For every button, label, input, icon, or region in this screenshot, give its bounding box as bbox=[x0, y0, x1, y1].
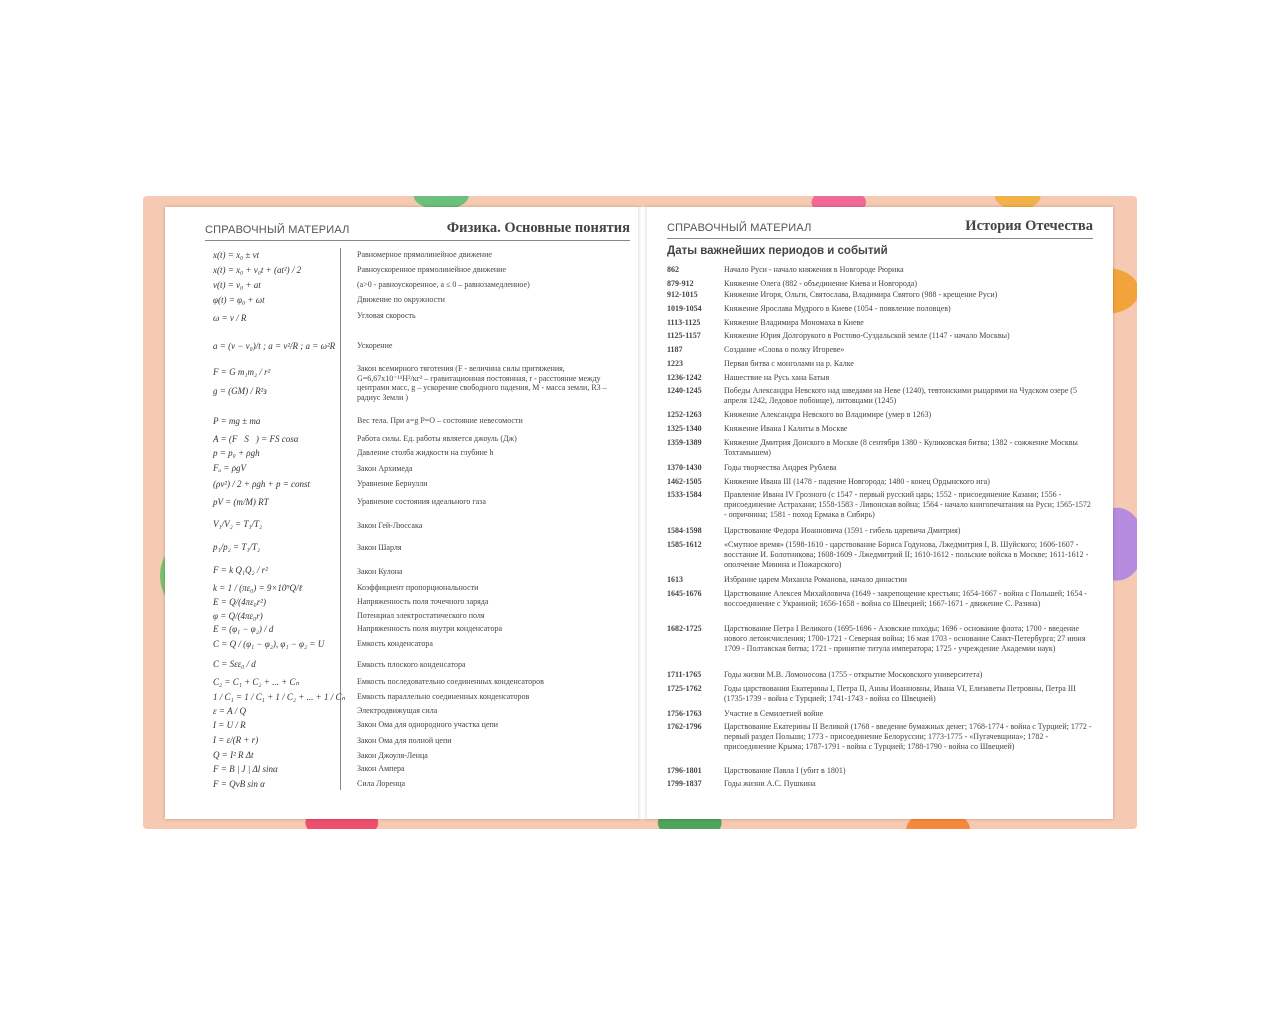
history-date: 1796-1801 bbox=[667, 766, 702, 775]
formula: v(t) = v₀ + at bbox=[213, 280, 261, 290]
history-date: 1682-1725 bbox=[667, 624, 702, 633]
formula-description: Закон Архимеда bbox=[357, 464, 413, 473]
history-event: Княжение Юрия Долгорукого в Ростово-Суздальской земле (1147 - начало Москвы) bbox=[724, 331, 1010, 340]
formula: I = U / R bbox=[213, 720, 246, 730]
history-date: 1187 bbox=[667, 345, 683, 354]
history-date: 1113-1125 bbox=[667, 318, 701, 327]
history-event: Княжение Александра Невского во Владимире (умер в 1263) bbox=[724, 410, 932, 419]
history-event: Царствование Федора Иоанновича (1591 - гибель царевича Дмитрия) bbox=[724, 526, 961, 535]
formula-description: Работа силы. Ед. работы является джоуль (Дж) bbox=[357, 434, 517, 443]
history-date: 1585-1612 bbox=[667, 540, 702, 549]
history-date: 1223 bbox=[667, 359, 683, 368]
formula: φ(t) = φ₀ + ωt bbox=[213, 295, 265, 305]
formula-description: Закон Кулона bbox=[357, 567, 403, 576]
formula: E = Q/(4πε₀r²) bbox=[213, 597, 266, 607]
history-date: 1799-1837 bbox=[667, 779, 702, 788]
left-page-title: Физика. Основные понятия bbox=[446, 220, 630, 236]
formula: F = QvB sin α bbox=[213, 779, 265, 789]
formula-description: Емкость параллельно соединенных конденсаторов bbox=[357, 692, 530, 701]
formula-description: Емкость последовательно соединенных конденсаторов bbox=[357, 677, 544, 686]
formula-description: Вес тела. При a=g P=O – состояние невесомости bbox=[357, 416, 523, 425]
formula-description: Коэффициент пропорциональности bbox=[357, 583, 479, 592]
formula: ω = v / R bbox=[213, 313, 247, 323]
history-date: 1584-1598 bbox=[667, 526, 702, 535]
history-event: Княжение Олега (882 - объединение Киева и Новгорода) bbox=[724, 279, 917, 288]
formula: pV = (m/M) RT bbox=[213, 497, 269, 507]
formula-description: Потенциал электростатического поля bbox=[357, 611, 485, 620]
formula-description: Угловая скорость bbox=[357, 311, 416, 320]
history-date: 1325-1340 bbox=[667, 424, 702, 433]
history-date: 1756-1763 bbox=[667, 709, 702, 718]
formula-description: Сила Лоренца bbox=[357, 779, 406, 788]
history-event: Княжение Игоря, Ольги, Святослава, Владимира Святого (988 - крещение Руси) bbox=[724, 290, 998, 299]
history-date: 1462-1505 bbox=[667, 477, 702, 486]
history-date: 862 bbox=[667, 265, 679, 274]
formula: x(t) = x₀ + v₀t + (at²) / 2 bbox=[213, 265, 302, 275]
history-event: Царствование Павла I (убит в 1801) bbox=[724, 766, 846, 775]
formula: 1 / C₁ = 1 / C₁ + 1 / C₂ + ... + 1 / Cₙ bbox=[213, 692, 346, 702]
formula: E = (φ₁ − φ₂) / d bbox=[213, 624, 274, 634]
right-section-label: СПРАВОЧНЫЙ МАТЕРИАЛ bbox=[667, 222, 812, 234]
formula: g = (GM) / R²з bbox=[213, 386, 267, 396]
formula-description: Электродвижущая сила bbox=[357, 706, 438, 715]
history-date: 1359-1389 bbox=[667, 438, 702, 447]
history-date: 1370-1430 bbox=[667, 463, 702, 472]
formula: Fₐ = ρgV bbox=[213, 463, 247, 473]
formula-description: Напряженность поля точечного заряда bbox=[357, 597, 489, 606]
history-event: «Смутное время» (1598-1610 - царствование Бориса Годунова, Лжедмитрия I, В. Шуйского; 1606-1607 - восстание И. Болотникова; 1608-1609 - Лжедмитрий II; 1610-1612 - польские войска в Москве; 1611-1612 - ополчение Минина и Пожарского) bbox=[724, 540, 1089, 569]
history-event: Участие в Семилетней войне bbox=[724, 709, 824, 718]
left-section-label: СПРАВОЧНЫЙ МАТЕРИАЛ bbox=[205, 224, 350, 236]
left-header-rule bbox=[205, 240, 630, 241]
history-date: 879-912 bbox=[667, 279, 694, 288]
history-date: 1725-1762 bbox=[667, 684, 702, 693]
history-event: Царствование Екатерины II Великой (1768 - введение бумажных денег; 1768-1774 - война с Турцией; 1772 - первый раздел Польши; 1773 - присоединение Белоруссии; 1773-1775 - «Пугачевщина»; 1782 - присоединение Крыма; 1787-1791 - война с Турцией; 1788-1790 - война со Швецией) bbox=[724, 722, 1092, 751]
formula-description: Равномерное прямолинейное движение bbox=[357, 250, 492, 259]
formula: k = 1 / (πε₀) = 9×10⁹Q/ℓ bbox=[213, 583, 303, 593]
formula-description: Уравнение состояния идеального газа bbox=[357, 497, 486, 506]
history-event: Княжение Ивана III (1478 - падение Новгорода; 1480 - конец Ордынского ига) bbox=[724, 477, 990, 486]
history-event: Годы царствования Екатерины I, Петра II, Анны Иоанновны, Ивана VI, Елизаветы Петровны, Петра III (1735-1739 - война с Турцией; 1741-1743 - война со Швецией) bbox=[724, 684, 1076, 703]
history-event: Победы Александра Невского над шведами на Неве (1240), тевтонскими рыцарями на Чудском озере (5 апреля 1242, Ледовое побоище), литовцами (1245) bbox=[724, 386, 1077, 405]
formula: I = ε/(R + r) bbox=[213, 735, 259, 745]
formula: A = (F⃗S⃗) = FS cosα bbox=[213, 434, 299, 444]
history-event: Царствование Алексея Михайловича (1649 - закрепощение крестьян; 1654-1667 - война с Польшей; 1654 - воссоединение с Украиной; 1656-1658 - война со Швецией; 1667-1671 - движение С. Разина) bbox=[724, 589, 1088, 608]
history-date: 1613 bbox=[667, 575, 683, 584]
formula-description: Ускорение bbox=[357, 341, 393, 350]
formula: C₂ = C₁ + C₂ + ... + Cₙ bbox=[213, 677, 300, 687]
history-date: 1533-1584 bbox=[667, 490, 702, 499]
formula: Q = I² R Δt bbox=[213, 750, 254, 760]
history-event: Годы жизни А.С. Пушкина bbox=[724, 779, 816, 788]
formula-description: Емкость плоского конденсатора bbox=[357, 660, 466, 669]
history-date: 1236-1242 bbox=[667, 373, 702, 382]
history-event: Начало Руси - начало княжения в Новгороде Рюрика bbox=[724, 265, 904, 274]
history-date: 1711-1765 bbox=[667, 670, 702, 679]
formula: x(t) = x₀ ± vt bbox=[213, 250, 260, 260]
formula-description: Закон Гей-Люссака bbox=[357, 521, 423, 530]
formula-description: Закон Ампера bbox=[357, 764, 405, 773]
formula-description: (a>0 - равноускоренное, a ≤ 0 – равнозамедленное) bbox=[357, 280, 530, 289]
book-spine bbox=[638, 207, 647, 819]
right-header-rule bbox=[667, 238, 1093, 239]
history-event: Годы творчества Андрея Рублева bbox=[724, 463, 837, 472]
history-event: Нашествие на Русь хана Батыя bbox=[724, 373, 830, 382]
formula: (ρv²) / 2 + ρgh + p = const bbox=[213, 479, 311, 489]
history-event: Правление Ивана IV Грозного (с 1547 - первый русский царь; 1552 - присоединение Казани; 1556 - присоединение Астрахани; 1558-1583 - Ливонская война; 1564 - начало книгопечатания на Руси; 1565-1572 - опричнина; 1581 - поход Ермака в Сибирь) bbox=[724, 490, 1091, 519]
formula: F = B | J | Δl sinα bbox=[213, 764, 278, 774]
history-date: 1125-1157 bbox=[667, 331, 701, 340]
formula-description: Емкость конденсатора bbox=[357, 639, 433, 648]
formula-description: Уравнение Бернулли bbox=[357, 479, 428, 488]
history-event: Избрание царем Михаила Романова, начало династии bbox=[724, 575, 907, 584]
formula: p₁/p₂ = T₁/T₂ bbox=[213, 542, 261, 552]
formula-description: Закон Ома для однородного участка цепи bbox=[357, 720, 499, 729]
history-event: Первая битва с монголами на р. Калке bbox=[724, 359, 854, 368]
formula: P = mg ± ma bbox=[213, 416, 261, 426]
history-event: Княжение Владимира Мономаха в Киеве bbox=[724, 318, 864, 327]
history-event: Создание «Слова о полку Игореве» bbox=[724, 345, 845, 354]
history-event: Княжение Ивана I Калиты в Москве bbox=[724, 424, 848, 433]
left-column-divider bbox=[340, 248, 341, 790]
formula-description: Движение по окружности bbox=[357, 295, 445, 304]
history-date: 1762-1796 bbox=[667, 722, 702, 731]
history-event: Царствование Петра I Великого (1695-1696 - Азовские походы; 1696 - основание флота; 1700 - введение нового летоисчисления; 1700-1721 - Северная война; 16 мая 1703 - основание Санкт-Петербурга; 27 июня 1709 - Полтавская битва; 1721 - принятие титула императора; 1725 - учреждение Академии наук) bbox=[724, 624, 1086, 653]
history-date: 1019-1054 bbox=[667, 304, 702, 313]
formula: F = G m₁m₂ / r² bbox=[213, 367, 271, 377]
history-subtitle: Даты важнейших периодов и событий bbox=[667, 245, 888, 257]
formula: V₁/V₂ = T₁/T₂ bbox=[213, 519, 263, 529]
formula: ε = A / Q bbox=[213, 706, 246, 716]
formula: φ = Q/(4πε₀r) bbox=[213, 611, 263, 621]
history-event: Княжение Дмитрия Донского в Москве (8 сентября 1380 - Куликовская битва; 1382 - сожжение Москвы Тохтамышем) bbox=[724, 438, 1078, 457]
formula-description: Напряженность поля внутри конденсатора bbox=[357, 624, 502, 633]
formula: p = p₀ + ρgh bbox=[213, 448, 260, 458]
history-event: Княжение Ярослава Мудрого в Киеве (1054 - появление половцев) bbox=[724, 304, 951, 313]
formula-description: Закон всемирного тяготения (F - величина силы притяжения, G=6,67x10⁻¹¹Н²/кг² – гравитационная постоянная, r - расстояние между центрами масс, g – ускорение свободного падения, M - масса земли, R3 – радиус Земли ) bbox=[357, 364, 607, 402]
formula: C = Q / (φ₁ − φ₂), φ₁ − φ₂ = U bbox=[213, 639, 325, 649]
right-page-title: История Отечества bbox=[965, 218, 1093, 234]
history-date: 1252-1263 bbox=[667, 410, 702, 419]
formula: a = (v − v₀)/t ; a = v²/R ; a = ω²R bbox=[213, 341, 336, 351]
formula-description: Закон Ома для полной цепи bbox=[357, 736, 452, 745]
formula-description: Равноускоренное прямолинейное движение bbox=[357, 265, 506, 274]
history-date: 1240-1245 bbox=[667, 386, 702, 395]
history-event: Годы жизни М.В. Ломоносова (1755 - открытие Московского университета) bbox=[724, 670, 983, 679]
formula-description: Закон Джоуля-Ленца bbox=[357, 751, 428, 760]
history-date: 912-1015 bbox=[667, 290, 698, 299]
formula: F = k Q₁Q₂ / r² bbox=[213, 565, 268, 575]
formula-description: Давление столба жидкости на глубине h bbox=[357, 448, 494, 457]
formula-description: Закон Шарля bbox=[357, 543, 402, 552]
formula: C = Sεε₀ / d bbox=[213, 659, 256, 669]
history-date: 1645-1676 bbox=[667, 589, 702, 598]
